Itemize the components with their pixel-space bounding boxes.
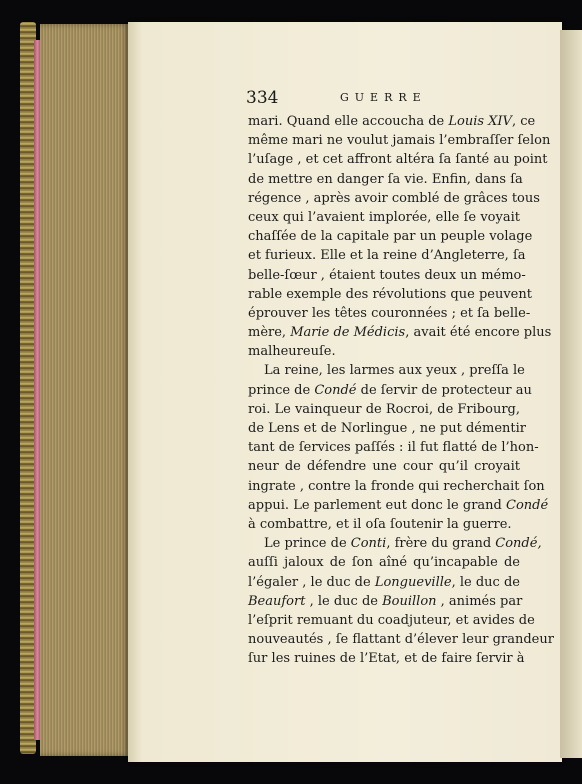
text-line [248,649,525,668]
text-span: éprouver les têtes couronnées ; et ſa belle- [248,305,531,321]
text-line [248,573,520,592]
text-line [248,534,542,553]
italic-text: Louis XIV [448,114,512,129]
text-span: appui. Le parlement eut donc le grand [248,497,506,513]
italic-text: Condé [506,497,549,513]
text-span: Le prince de [264,536,351,552]
text-span: régence , après avoir comblé de grâces tous [248,190,540,206]
text-line [248,208,520,227]
text-line [248,630,554,649]
text-line [248,342,520,361]
text-line [248,611,535,630]
text-line [248,131,551,150]
text-span: de mettre en danger ſa vie. Enfin, dans ſa [248,171,523,187]
text-line [248,361,525,380]
text-span: , avait été encore plus [405,325,552,341]
text-line [248,150,548,169]
text-span: La reine, les larmes aux yeux , preſſa le [264,363,525,379]
text-span: , le duc de [451,574,520,590]
text-span: roi. Le vainqueur de Rocroi, de Fribourg, [248,401,520,417]
text-span: rable exemple des révolutions que peuvent [248,286,532,302]
text-span: et furieux. Elle et la reine d’Angleterre, ſa [248,248,526,264]
page-header [246,88,516,110]
text-line [248,496,549,515]
text-span: à combattre, et il oſa ſoutenir la guerre. [248,516,512,532]
text-line [248,112,536,131]
body-text [248,112,554,668]
text-line [248,457,520,476]
text-span: ſur les ruines de l’Etat, et de faire ſervir à [248,651,525,667]
facing-page-edge [560,30,582,758]
text-span: malheureuſe. [248,344,336,360]
text-line [248,266,526,285]
text-span: auſſi jaloux de ſon aîné qu’incapable de [248,555,520,571]
text-span: belle-ſœur , étaient toutes deux un mémo- [248,267,526,283]
text-span: mari. Quand elle accoucha de [248,114,449,129]
text-span: ingrate , contre la fronde qui recherchait ſon [248,478,545,494]
text-line [248,400,520,419]
text-span: chaſſée de la capitale par un peuple volage [248,229,533,245]
text-line [248,381,532,400]
text-line [248,285,532,304]
text-line [248,515,520,534]
text-line [248,323,552,342]
text-span: , frère du grand [386,536,496,552]
italic-text: Beaufort [248,593,306,609]
italic-text: Bouillon [382,593,437,609]
text-span: l’eſprit remuant du coadjuteur, et avides de [248,612,535,628]
text-span: l’égaler , le duc de [248,574,375,590]
italic-text: Longueville [374,574,452,590]
text-line [248,304,531,323]
italic-text: Condé [314,382,357,398]
page-number: 334 [246,88,279,108]
text-span: de ſervir de protecteur au [356,382,532,398]
italic-text: Marie de Médicis [290,325,406,341]
text-span: , ce [511,114,536,129]
text-span: tant de ſervices paſſés : il fut flatté de l’hon- [248,440,539,456]
text-span: nouveautés , ſe flattant d’élever leur grandeur [248,632,554,648]
text-line [248,592,523,611]
italic-text: Condé, [495,536,542,552]
text-line [248,477,545,496]
text-span: même mari ne voulut jamais l’embraſſer ſelon [248,133,551,149]
text-line [248,189,540,208]
text-span: neur de défendre une cour qu’il croyait [248,459,520,475]
text-span: prince de [248,382,315,398]
page-edges [40,24,130,756]
text-span: , animés par [436,593,523,609]
text-line [248,170,523,189]
text-line [248,553,520,572]
text-line [248,438,539,457]
running-title: GUERRE [340,91,427,104]
text-span: mère, [248,325,291,341]
italic-text: Conti [350,536,387,552]
text-span: l’uſage , et cet affront altéra ſa ſanté au point [248,152,548,168]
text-span: , le duc de [305,593,383,609]
text-span: de Lens et de Norlingue , ne put démentir [248,421,526,436]
text-line [248,419,526,438]
text-line [248,246,526,265]
text-line [248,227,533,246]
text-span: ceux qui l’avaient implorée, elle ſe voyait [248,209,520,225]
